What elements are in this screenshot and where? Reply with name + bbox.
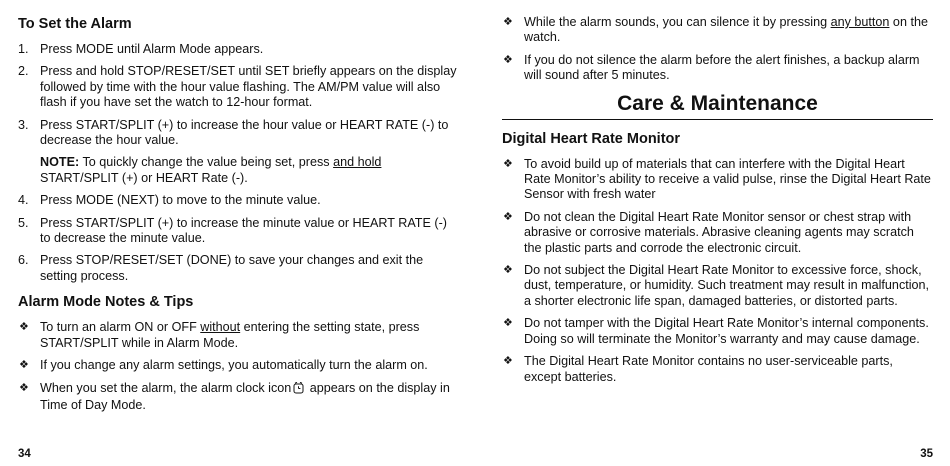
step-3 — [18, 118, 458, 149]
hrm-bullet-5 — [502, 354, 933, 385]
bullet-icon: ❖ — [503, 317, 513, 330]
note-text-before: To quickly change the value being set, press — [79, 155, 334, 170]
step-6 — [18, 253, 458, 284]
set-alarm-heading: To Set the Alarm — [18, 16, 132, 32]
tip-1 — [18, 320, 458, 351]
bullet-icon: ❖ — [503, 16, 513, 28]
note-label: NOTE: — [40, 155, 80, 170]
tip-text-before: When you set the alarm, the alarm clock icon — [40, 380, 292, 395]
step-number: 3. — [18, 117, 29, 132]
alarm-bullet-1 — [502, 15, 933, 46]
bullet-text: The Digital Heart Rate Monitor contains no user-serviceable parts, except batteries. — [524, 354, 893, 384]
hrm-bullet-1 — [502, 157, 933, 203]
bullet-icon: ❖ — [19, 381, 29, 394]
step-number: 2. — [18, 64, 29, 79]
bullet-text-before: While the alarm sounds, you can silence it by pressing — [524, 15, 831, 29]
bullet-text: Do not tamper with the Digital Heart Rate Monitor’s internal components. Doing so will terminate the Monitor’s warranty and may cause damage. — [524, 316, 929, 346]
note-text-after: START/SPLIT (+) or HEART Rate (-). — [40, 170, 248, 185]
step-text: Press MODE (NEXT) to move to the minute value. — [40, 193, 321, 208]
bullet-text: If you do not silence the alarm before the alert finishes, a backup alarm will sound after 5 minutes. — [524, 52, 920, 83]
step-text: Press STOP/RESET/SET (DONE) to save your changes and exit the setting process. — [40, 253, 424, 283]
step-text: Press START/SPLIT (+) to increase the minute value or HEART RATE (-) to decrease the minute value. — [40, 215, 447, 246]
page-number-left: 34 — [18, 447, 31, 460]
step-number: 4. — [18, 193, 29, 208]
step-2 — [18, 64, 458, 110]
hrm-bullet-2 — [502, 210, 933, 256]
step-1 — [18, 42, 458, 57]
bullet-icon: ❖ — [503, 355, 513, 368]
bullet-icon: ❖ — [19, 321, 29, 334]
hrm-heading: Digital Heart Rate Monitor — [502, 130, 681, 147]
hrm-bullet-4 — [502, 316, 933, 347]
tip-text-before: To turn an alarm ON or OFF — [40, 320, 201, 335]
alarm-clock-icon — [293, 382, 304, 398]
tip-text-after: entering the setting state, press START/SPLIT while in Alarm Mode. — [40, 320, 420, 350]
bullet-text: To avoid build up of materials that can interfere with the Digital Heart Rate Monitor’s ability to receive a valid pulse, rinse the Digital Heart Rate Sensor with fresh water — [524, 156, 931, 202]
care-maintenance-title: Care & Maintenance — [502, 91, 933, 120]
hrm-bullet-3 — [502, 263, 933, 309]
left-page — [18, 15, 458, 420]
tip-text-after: appears on the display in Time of Day Mode. — [40, 380, 450, 412]
bullet-text-after: on the watch. — [524, 15, 928, 45]
bullet-underlined: any button — [830, 15, 890, 29]
step-text: Press MODE until Alarm Mode appears. — [40, 42, 264, 56]
note-underlined: and hold — [333, 155, 382, 170]
bullet-icon: ❖ — [503, 210, 513, 223]
note — [18, 155, 458, 186]
step-number: 6. — [18, 253, 29, 268]
tip-text: If you change any alarm settings, you automatically turn the alarm on. — [40, 358, 428, 373]
bullet-icon: ❖ — [503, 157, 513, 170]
alarm-bullet-2 — [502, 53, 933, 84]
step-text: Press START/SPLIT (+) to increase the hour value or HEART RATE (-) to decrease the hour value. — [40, 117, 449, 148]
step-text: Press and hold STOP/RESET/SET until SET briefly appears on the display followed by time with the hour value flashing. The AM/PM value will also flash if you have set the watch to 12-hour format. — [40, 64, 457, 110]
tip-underlined: without — [200, 320, 241, 335]
right-page — [502, 15, 933, 392]
tip-3 — [18, 381, 458, 414]
step-number: 1. — [18, 42, 29, 56]
tip-2 — [18, 358, 458, 373]
bullet-icon: ❖ — [19, 359, 29, 372]
bullet-icon: ❖ — [503, 53, 513, 66]
bullet-text: Do not subject the Digital Heart Rate Monitor to excessive force, shock, dust, temperature, or humidity. Such treatment may result in malfunction, a shorter electronic life span, damaged batteries, or distorted parts. — [524, 263, 930, 308]
alarm-notes-heading: Alarm Mode Notes & Tips — [18, 294, 194, 311]
bullet-text: Do not clean the Digital Heart Rate Monitor sensor or chest strap with abrasive or corrosive materials. Abrasive cleaning agents may scratch the plastic parts and corrode the electronic circuit. — [524, 209, 914, 255]
step-4 — [18, 193, 458, 208]
bullet-icon: ❖ — [503, 264, 513, 277]
step-number: 5. — [18, 215, 29, 230]
page-number-right: 35 — [920, 447, 933, 460]
step-5 — [18, 216, 458, 247]
